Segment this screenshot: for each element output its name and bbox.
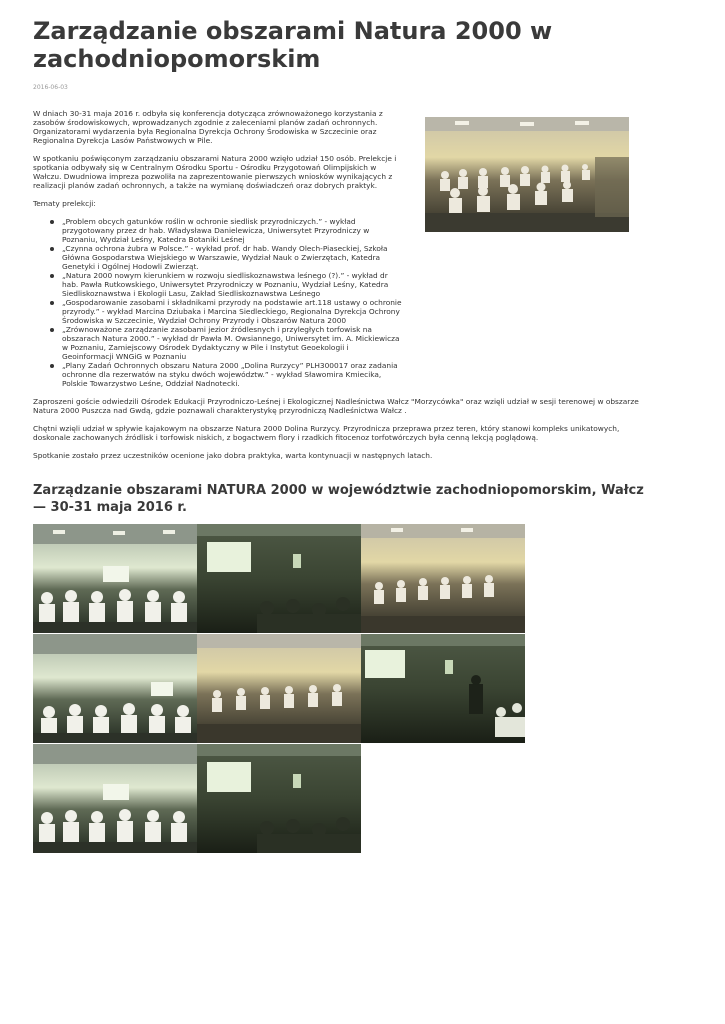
photo-gallery — [33, 524, 526, 853]
gallery-photo[interactable] — [361, 524, 525, 633]
article — [33, 0, 693, 853]
paragraph: Spotkanie zostało przez uczestników ocenione jako dobra praktyka, warta kontynuacji w następnych latach. — [33, 451, 433, 460]
gallery-photo[interactable] — [197, 744, 361, 853]
article-intro — [33, 109, 693, 388]
gallery-photo[interactable] — [361, 634, 525, 743]
gallery-photo[interactable] — [33, 634, 197, 743]
gallery-photo[interactable] — [33, 524, 197, 633]
paragraph: W spotkaniu poświęconym zarządzaniu obszarami Natura 2000 wzięło udział 150 osób. Prelekcje i spotkania odbywały się w Centralnym Ośrodku Sportu - Ośrodku Przygotowań Olimpijskich w Wałczu. Dwudniowa impreza pozwoliła na zaprezentowanie pierwszych wniosków wynikających z realizacji planów zadań ochronnych, a także na wymianę doświadczeń oraz dobrych praktyk. — [33, 154, 397, 190]
article-body-continued — [33, 397, 653, 460]
paragraph: Chętni wzięli udział w spływie kajakowym na obszarze Natura 2000 Dolina Rurzycy. Przyrodnicza przeprawa przez teren, który stanowi kompleks unikatowych, doskonale zachowanych źródlisk i torfowisk niskich, z bogactwem flory i rzadkich fitocenoz torfotwórczych była cenną lekcją poglądową. — [33, 424, 620, 442]
gallery-photo[interactable] — [197, 634, 361, 743]
list-item: „Gospodarowanie zasobami i składnikami przyrody na podstawie art.118 ustawy o ochronie przyrody.” - wykład Marcina Dziubaka i Marcina Siedleckiego, Regionalna Dyrekcja Ochrony Środowiska w Szczecinie, Wydział Ochrony Przyrody i Obszarów Natura 2000 — [62, 298, 402, 325]
list-item: „Problem obcych gatunków roślin w ochronie siedlisk przyrodniczych.” - wykład przygotowany przez dr hab. Władysława Danielewicza, Uniwersytet Przyrodniczy w Poznaniu, Wydział Leśny, Katedra Botaniki Leśnej — [62, 217, 402, 244]
list-item: „Czynna ochrona żubra w Polsce.” - wykład prof. dr hab. Wandy Olech-Piaseckiej, Szkoła Główna Gospodarstwa Wiejskiego w Warszawie, Wydział Nauk o Zwierzętach, Katedra Genetyki i Ogólnej Hodowli Zwierząt. — [62, 244, 402, 271]
paragraph: Zaproszeni goście odwiedzili Ośrodek Edukacji Przyrodniczo-Leśnej i Ekologicznej Nadleśnictwa Wałcz "Morzycówka" oraz wzięli udział w sesji terenowej w obszarze Natura 2000 Puszcza nad Gwdą, gdzie poznawali charakterystykę przyrodniczą Nadleśnictwa Wałcz . — [33, 397, 639, 415]
topics-list — [33, 217, 402, 388]
topics-label: Tematy prelekcji: — [33, 199, 96, 208]
conference-photo[interactable] — [425, 117, 629, 232]
page-title: Zarządzanie obszarami Natura 2000 w zachodniopomorskim — [33, 17, 553, 73]
gallery-photo[interactable] — [33, 744, 197, 853]
list-item: „Plany Zadań Ochronnych obszaru Natura 2000 „Dolina Rurzycy” PLH300017 oraz zadania ochronne dla rezerwatów na styku dwóch województw.” - wykład Sławomira Kmiecika, Polskie Towarzystwo Leśne, Oddział Nadnotecki. — [62, 361, 402, 388]
article-body — [33, 109, 406, 388]
paragraph: W dniach 30-31 maja 2016 r. odbyła się konferencja dotycząca zrównoważonego korzystania z zasobów środowiskowych, wprowadzanych zgodnie z zaleceniami planów zadań ochronnych. Organizatorami wydarzenia była Regionalna Dyrekcja Ochrony Środowiska w Szczecinie oraz Regionalna Dyrekcja Lasów Państwowych w Pile. — [33, 109, 383, 145]
gallery-photo[interactable] — [197, 524, 361, 633]
wetlands-link[interactable]: źródlisk i torfowisk niskich — [125, 433, 222, 442]
publish-date: 2016-06-03 — [33, 84, 68, 91]
list-item: „Natura 2000 nowym kierunkiem w rozwoju siedliskoznawstwa leśnego (?).” - wykład dr hab. Pawła Rutkowskiego, Uniwersytet Przyrodniczy w Poznaniu, Wydział Leśny, Katedra Siedliskoznawstwa i Ekologii Lasu, Zakład Siedliskoznawstwa Leśnego — [62, 271, 402, 298]
gallery-title: Zarządzanie obszarami NATURA 2000 w województwie zachodniopomorskim, Wałcz — 30-31 maja 2016 r. — [33, 483, 644, 515]
list-item: „Zrównoważone zarządzanie zasobami jezior źródlesnych i przyległych torfowisk na obszarach Natura 2000.” - wykład dr Pawła M. Owsiannego, Uniwersytet im. A. Mickiewicza w Poznaniu, Zamiejscowy Ośrodek Dydaktyczny w Pile i Instytut Geoekologii i Geoinformacji WNGiG w Poznaniu — [62, 325, 402, 361]
